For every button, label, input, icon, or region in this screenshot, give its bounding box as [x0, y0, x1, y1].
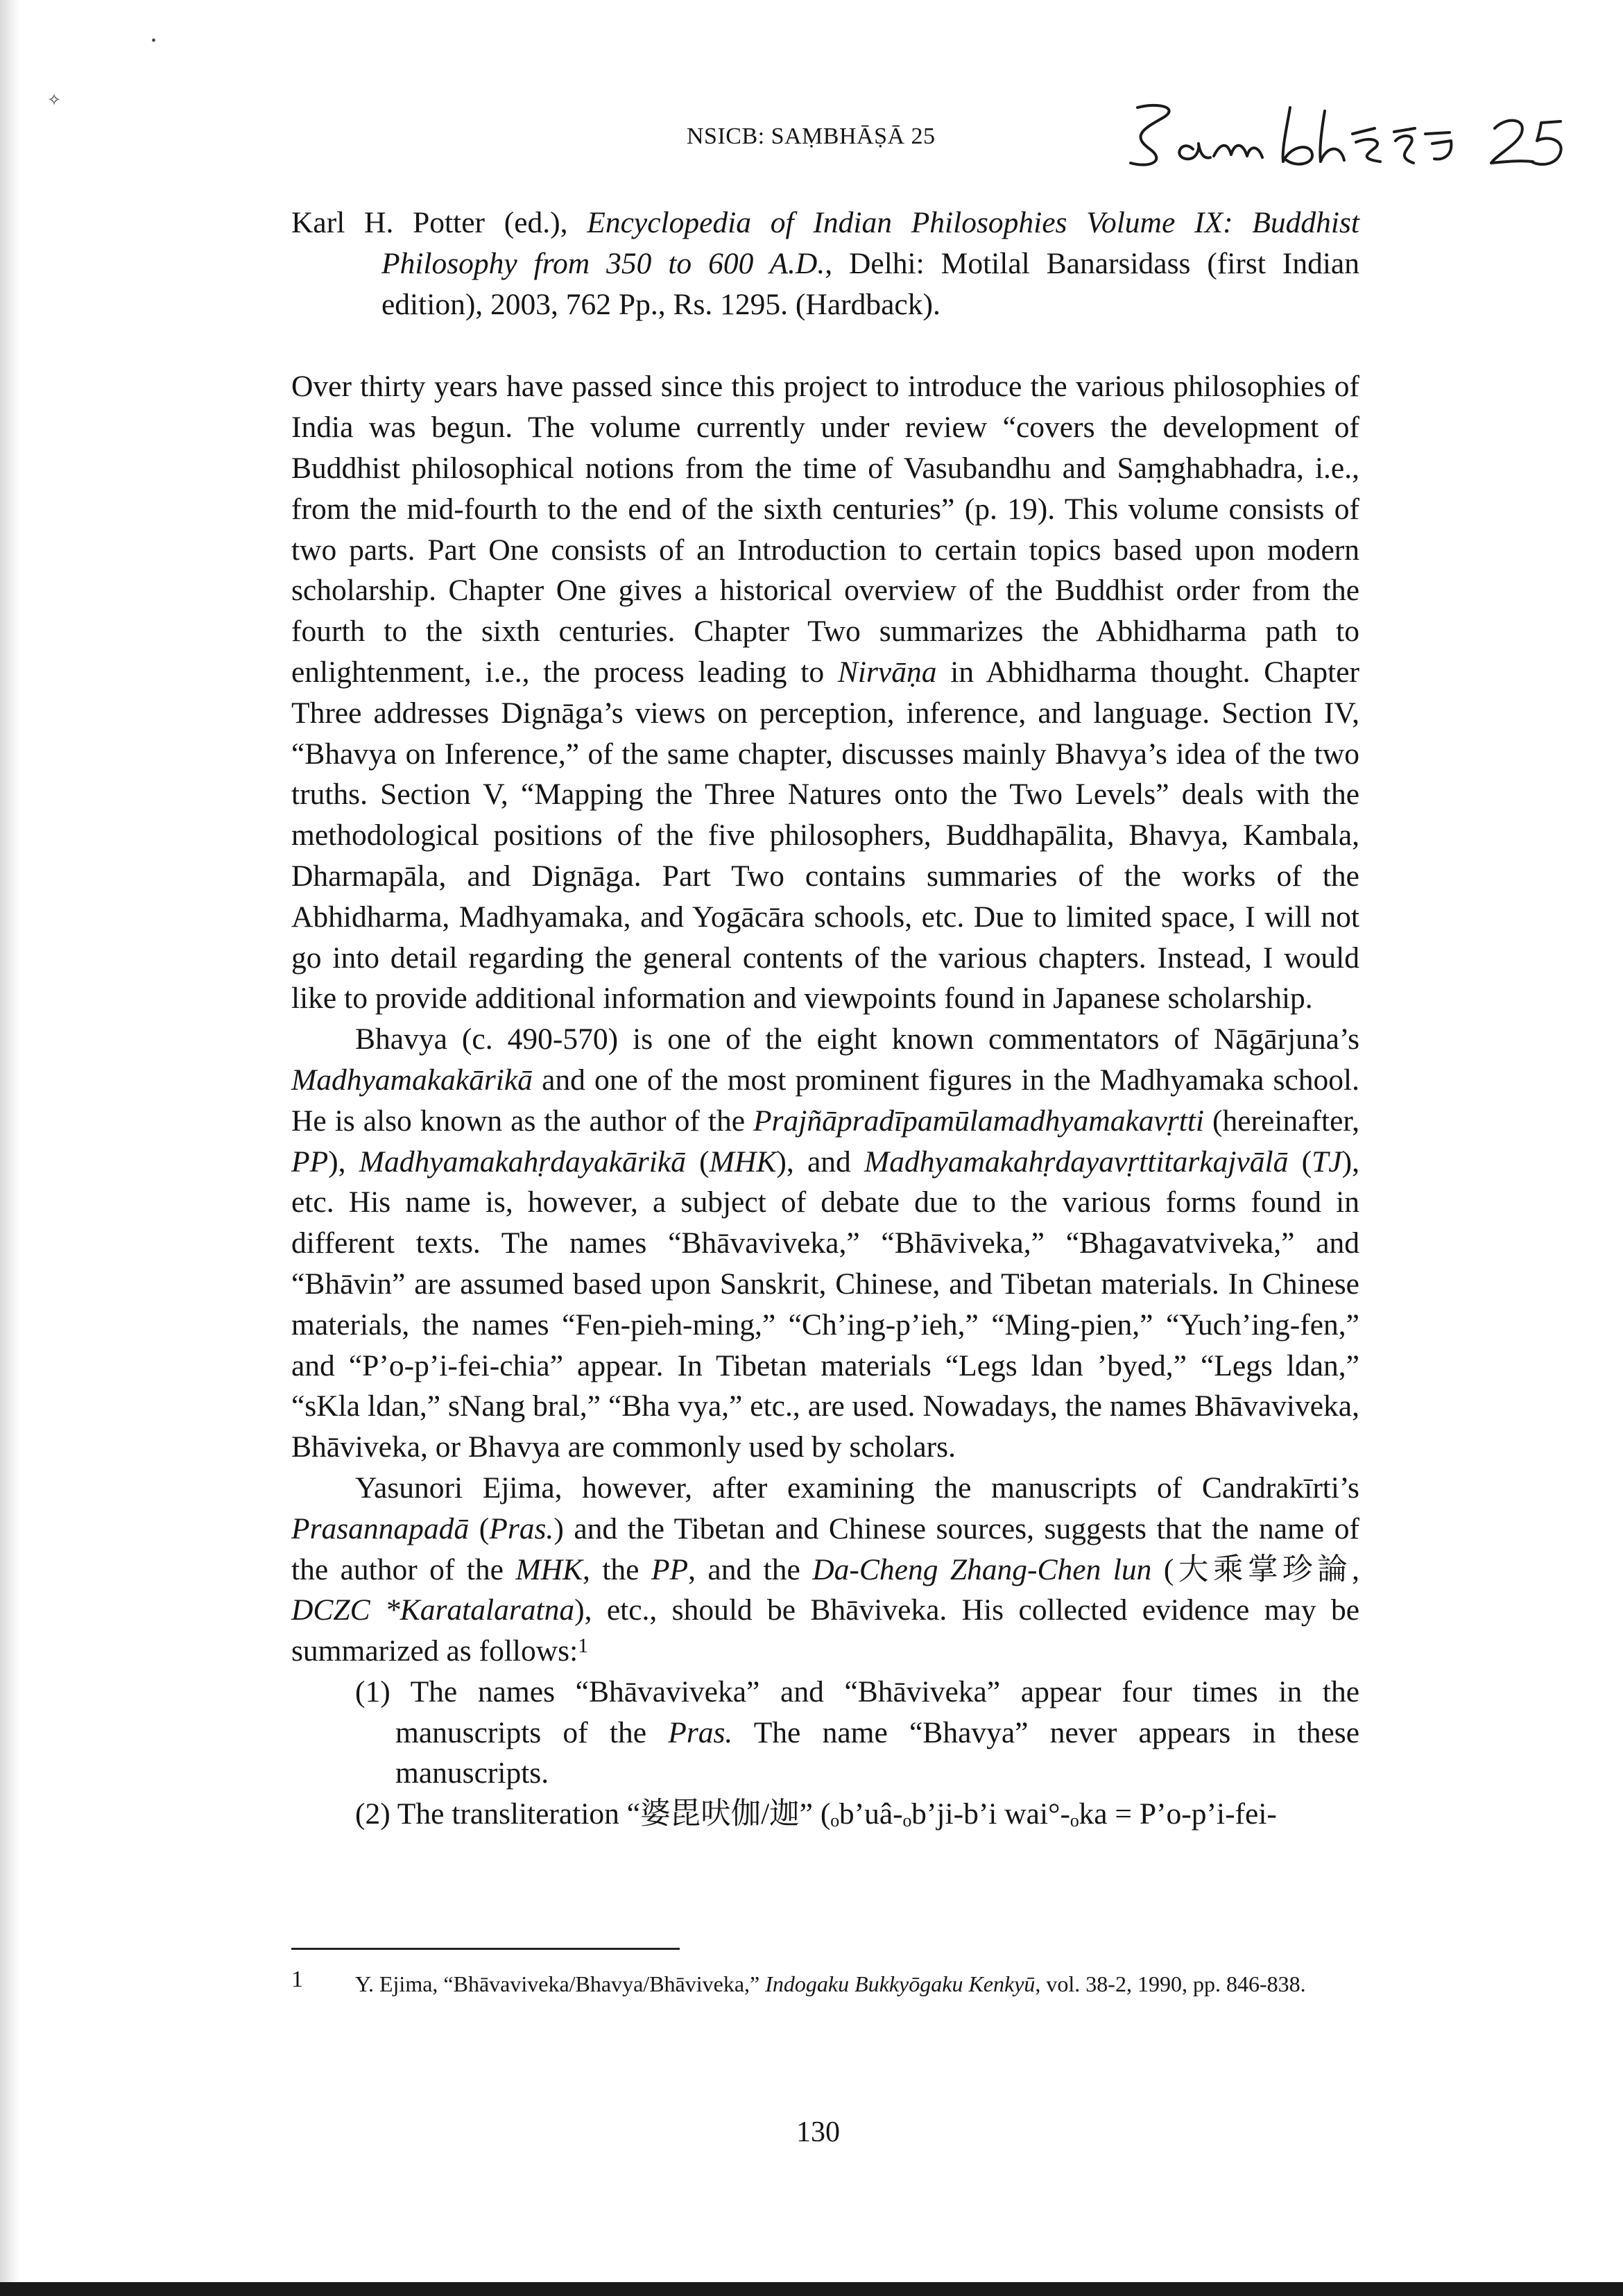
citation-author: Karl H. Potter (ed.), [291, 206, 587, 239]
reviewed-book-citation [291, 203, 1359, 325]
handwritten-annotation [1117, 101, 1574, 177]
paragraph-1: Over thirty years have passed since this project to introduce the various philosophies of India was begun. The volume currently under review “covers the development of Buddhist philosophical notions from the time of Vasubandhu and Saṃghabhadra, i.e., from the mid-fourth to the end of the sixth centuries” (p. 19). This volume consists of two parts. Part One consists of an Introduction to certain topics based upon modern scholarship. Chapter One gives a historical overview of the Buddhist order from the fourth to the sixth centuries. Chapter Two summarizes the Abhidharma path to enlightenment, i.e., the process leading to Nirvāṇa in Abhidharma thought. Chapter Three addresses Dignāga’s views on perception, inference, and language. Section IV, “Bhavya on Inference,” of the same chapter, discusses mainly Bhavya’s idea of the two truths. Section V, “Mapping the Three Natures onto the Two Levels” deals with the methodological positions of the five philosophers, Buddhapālita, Bhavya, Kambala, Dharmapāla, and Dignāga. Part Two contains summaries of the works of the Abhidharma, Madhyamaka, and Yogācāra schools, etc. Due to limited space, I will not go into detail regarding the general contents of the various chapters. Instead, I would like to provide additional information and viewpoints found in Japanese scholarship. [291, 370, 1359, 1016]
list-item: (2) The transliteration “婆毘吠伽/迦” (ₒb’uâ-ₒb’ji-b’i wai°-ₒka = P’o-p’i-fei- [355, 1797, 1277, 1831]
scan-edge [0, 0, 19, 2296]
footnote: 1 Y. Ejima, “Bhāvaviveka/Bhavya/Bhāviveka,” Indogaku Bukkyōgaku Kenkyū, vol. 38-2, 1990, pp. 846-838. [291, 1967, 1306, 1996]
footnote-mark: 1 [291, 1967, 303, 1992]
citation-publication: , Delhi: Motilal Banarsidass (first Indian edition), 2003, 762 Pp., Rs. 1295. (Hardback). [381, 246, 1359, 321]
footnote-journal: Indogaku Bukkyōgaku Kenkyū [765, 1971, 1036, 1996]
scan-bottom-edge [0, 2282, 1623, 2296]
running-header: NSICB: SAṂBHĀṢĀ 25 [687, 123, 936, 149]
footnote-separator [291, 1948, 680, 1950]
citation-title: Encyclopedia of Indian Philosophies Volume IX: Buddhist Philosophy from 350 to 600 A.D. [381, 206, 1359, 280]
scan-speck: • [151, 33, 157, 49]
paragraph-3: Yasunori Ejima, however, after examining the manuscripts of Candrakīrti’s Prasannapadā (Pras.) and the Tibetan and Chinese sources, suggests that the name of the author of the MHK, the PP, and the Da-Cheng Zhang-Chen lun (大乘掌珍論, DCZC *Karatalaratna), etc., should be Bhāviveka. His collected evidence may be summarized as follows:$^1$ [291, 1471, 1360, 1668]
paragraph-2: Bhavya (c. 490-570) is one of the eight known commentators of Nāgārjuna’s Madhyamakakārikā and one of the most prominent figures in the Madhyamaka school. He is also known as the author of the Prajñāpradīpamūlamadhyamakavṛtti (hereinafter, PP), Madhyamakahṛdayakārikā (MHK), and Madhyamakahṛdayavṛttitarkajvālā (TJ), etc. His name is, however, a subject of debate due to the various forms found in different texts. The names “Bhāvaviveka,” “Bhāviveka,” “Bhagavatviveka,” and “Bhāvin” are assumed based upon Sanskrit, Chinese, and Tibetan materials. In Chinese materials, the names “Fen-pieh-ming,” “Ch’ing-p’ieh,” “Ming-pien,” “Yuch’ing-fen,” and “P’o-p’i-fei-chia” appear. In Tibetan materials “Legs ldan ’byed,” “Legs ldan,” “sKla ldan,” sNang bral,” “Bha vya,” etc., are used. Nowadays, the names Bhāvaviveka, Bhāviveka, or Bhavya are commonly used by scholars. [291, 1022, 1359, 1464]
list-item: (1) The names “Bhāvaviveka” and “Bhāviveka” appear four times in the manuscripts of the Pras. The name “Bhavya” never appears in these manuscripts. [355, 1674, 1359, 1790]
footnote-ref: 1 [578, 1634, 589, 1658]
scan-speck: ✧ [47, 92, 62, 110]
main-content [291, 203, 1359, 1835]
page-number: 130 [796, 2116, 840, 2148]
